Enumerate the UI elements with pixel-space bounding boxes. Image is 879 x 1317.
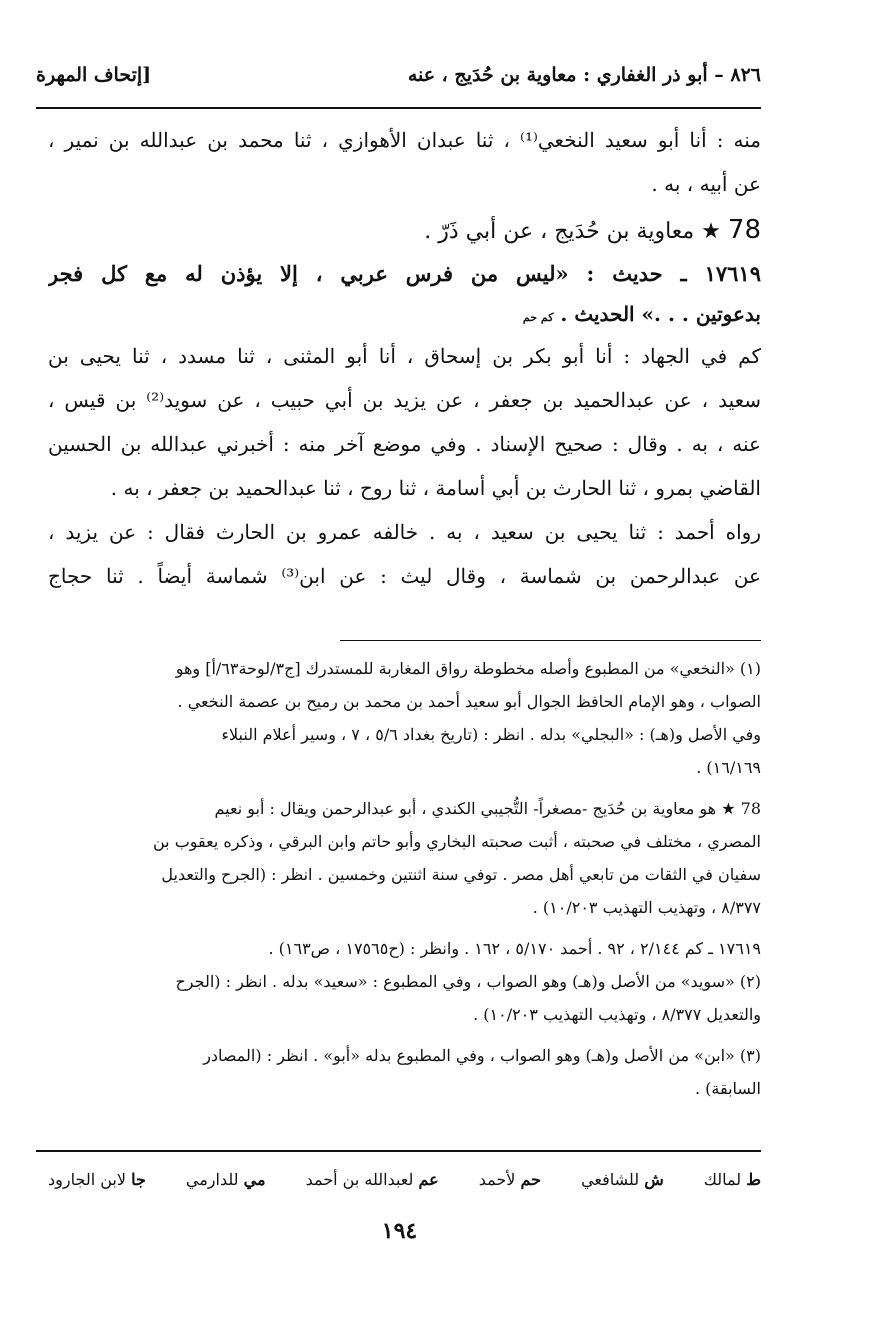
- footnote-line: سفيان في الثقات من تابعي أهل مصر . توفي سنة اثنتين وخمسين . انظر : (الجرح والتعديل: [161, 865, 761, 884]
- footnote-line: 78 ★ هو معاوية بن حُدَيج -مصغراً- التُّجيبي الكندي ، أبو عبدالرحمن ويقال : أبو نعيم: [214, 799, 761, 818]
- text-line: كم في الجهاد : أنا أبو بكر بن إسحاق ، أنا أبو المثنى ، ثنا مسدد ، ثنا يحيى بن: [48, 344, 761, 368]
- footnote-line: الصواب ، وهو الإمام الحافظ الجوال أبو سعيد أحمد بن محمد بن رميح بن عصمة النخعي .: [177, 692, 761, 711]
- running-header: [36, 58, 761, 92]
- footnotes: [48, 652, 761, 1105]
- hadith-heading: ١٧٦١٩ ـ حديث : «ليس من فرس عربي ، إلا يؤذن له مع كل فجر: [48, 261, 761, 286]
- text-line: عنه ، به . وقال : صحيح الإسناد . وفي موضع آخر منه : أخبرني عبدالله بن الحسين: [48, 432, 761, 456]
- sigla-item: حم لأحمد: [478, 1170, 542, 1189]
- text-line: رواه أحمد : ثنا يحيى بن سعيد ، به . خالفه عمرو بن الحارث فقال : عن يزيد ،: [48, 520, 761, 544]
- header-rule: [36, 107, 761, 109]
- page-number: ١٩٤: [381, 1218, 418, 1244]
- footnote-separator: [340, 640, 761, 641]
- sigla-item: جا لابن الجارود: [48, 1170, 146, 1189]
- footnote-line: المصري ، مختلف في صحبته ، أثبت صحبته البخاري وأبو حاتم وابن البرقي ، وذكره يعقوب بن: [153, 832, 761, 851]
- footnote-line: (٣) «ابن» من الأصل و(هـ) وهو الصواب ، وفي المطبوع بدله «أبو» . انظر : (المصادر: [203, 1046, 761, 1065]
- star-icon: ★: [701, 219, 721, 244]
- sigla-item: عم لعبدالله بن أحمد: [305, 1170, 439, 1189]
- footnote-line: ٨/٣٧٧ ، وتهذيب التهذيب ١٠/٢٠٣) .: [532, 898, 761, 917]
- text-line: القاضي بمرو ، ثنا الحارث بن أبي أسامة ، ثنا روح ، ثنا عبدالحميد بن جعفر ، به .: [110, 476, 761, 500]
- footnote-line: وفي الأصل و(هـ) : «البجلي» بدله . انظر : (تاريخ بغداد ٥/٦ ، ٧ ، وسير أعلام النبلاء: [221, 725, 761, 744]
- footnote-line: ١٦/١٦٩) .: [696, 758, 761, 777]
- narrator-name: معاوية بن حُدَيج ، عن أبي ذَرّ .: [424, 219, 695, 244]
- footnote-line: (٢) «سويد» من الأصل و(هـ) وهو الصواب ، وفي المطبوع : «سعيد» بدله . انظر : (الجرح: [175, 972, 761, 991]
- text-line: عن عبدالرحمن بن شماسة ، وقال ليث : عن ابن⁽³⁾ شماسة أيضاً . ثنا حجاج: [48, 564, 761, 588]
- sigla-item: ط لمالك: [703, 1170, 761, 1189]
- footnote-line: ١٧٦١٩ ـ كم ٢/١٤٤ ، ٩٢ . أحمد ٥/١٧٠ ، ١٦٢ . وانظر : (ح١٧٥٦٥ ، ص١٦٣) .: [268, 939, 761, 958]
- footnote-line: السابقة) .: [694, 1079, 761, 1098]
- header-book-title: [إتحاف المهرة: [36, 64, 152, 86]
- text-line: عن أبيه ، به .: [651, 172, 761, 196]
- sigla-item: مي للدارمي: [185, 1170, 266, 1189]
- header-chapter-title: ٨٢٦ – أبو ذر الغفاري : معاوية بن حُدَيج ، عنه: [407, 64, 761, 86]
- sigla-item: ش للشافعي: [581, 1170, 664, 1189]
- narrator-number: 78: [727, 215, 761, 245]
- hadith-source-sigla: كم حم: [522, 311, 554, 324]
- narrator-heading: [48, 206, 761, 254]
- sigla-legend: [48, 1162, 761, 1198]
- sigla-rule: [36, 1150, 761, 1152]
- footnote-line: والتعديل ٨/٣٧٧ ، وتهذيب التهذيب ١٠/٢٠٣) .: [473, 1005, 761, 1024]
- text-line: منه : أنا أبو سعيد النخعي⁽¹⁾ ، ثنا عبدان الأهوازي ، ثنا محمد بن عبدالله بن نمير ،: [48, 128, 761, 152]
- hadith-heading-continued: [48, 294, 761, 334]
- text-line: سعيد ، عن عبدالحميد بن جعفر ، عن يزيد بن أبي حبيب ، عن سويد⁽²⁾ بن قيس ،: [48, 388, 761, 412]
- hadith-text-end: بدعوتين . . .» الحديث .: [560, 302, 761, 326]
- footnote-line: (١) «النخعي» من المطبوع وأصله مخطوطة رواق المغاربة للمستدرك [ج٣/لوحة٦٣/أ] وهو: [175, 659, 761, 678]
- main-text: [48, 118, 761, 598]
